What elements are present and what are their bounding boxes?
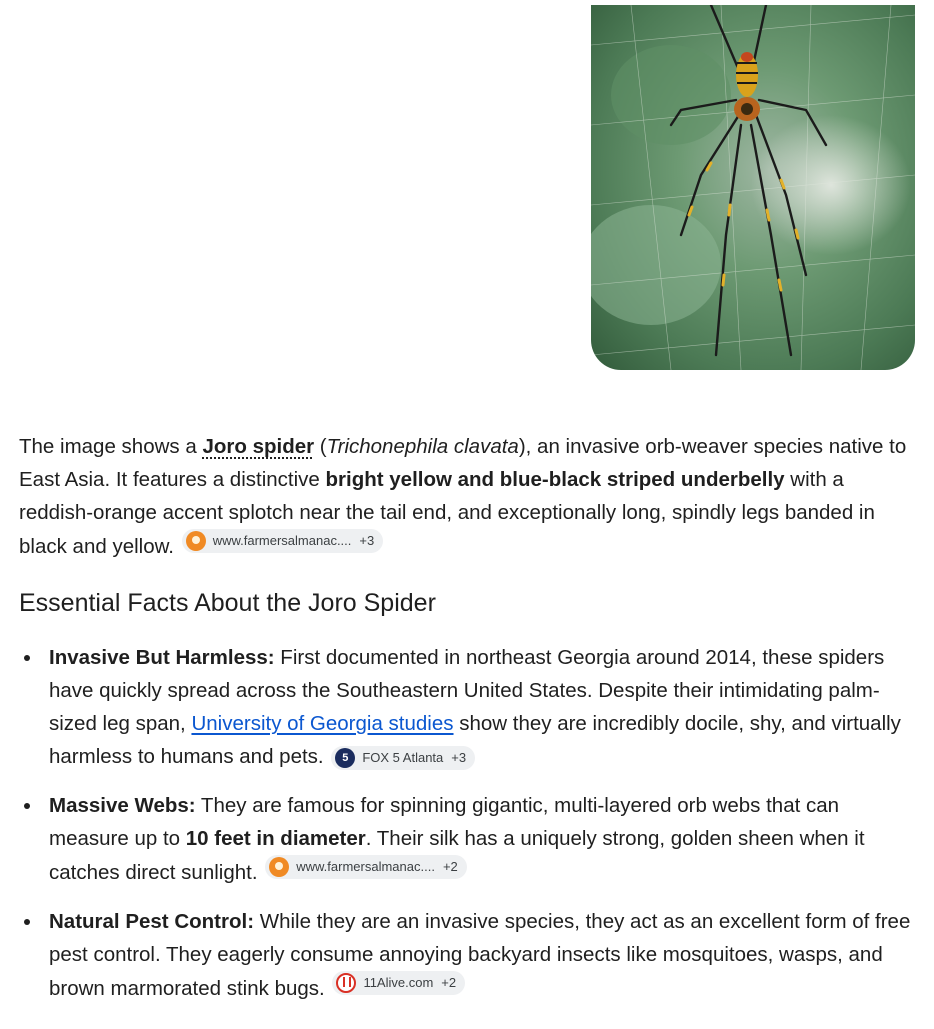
intro-text-1: The image shows a: [19, 435, 203, 458]
fact-text: While they are an invasive species, they act as an excellent form of free pest control. They eagerly consume annoying backyard insects like mosquitoes, wasps, and brown marmorated stink bugs.: [49, 910, 911, 1000]
fox5-icon: 5: [335, 748, 355, 768]
farmers-almanac-icon: [186, 531, 206, 551]
source-chip-label: FOX 5 Atlanta: [362, 750, 444, 765]
source-chip-more: +2: [441, 975, 457, 990]
scientific-name: Trichonephila clavata: [326, 435, 519, 458]
source-chip-more: +3: [451, 750, 467, 765]
intro-bold-text: bright yellow and blue-black striped underbelly: [325, 468, 785, 491]
source-chip-label: www.farmersalmanac....: [296, 859, 435, 874]
uga-studies-link[interactable]: University of Georgia studies: [191, 712, 454, 735]
list-item: [49, 905, 919, 1005]
list-item: [49, 789, 919, 889]
source-chip-more: +3: [359, 533, 375, 548]
spider-photo[interactable]: [591, 5, 915, 370]
source-chip-label: www.farmersalmanac....: [212, 533, 352, 548]
source-chip-farmers-almanac[interactable]: [265, 855, 467, 879]
fact-text: They are famous for spinning gigantic, multi-layered orb webs that can measure up to: [49, 794, 840, 850]
fact-text: . Their silk has a uniquely strong, golden sheen when it catches direct sunlight.: [49, 827, 865, 884]
farmers-almanac-icon: [269, 857, 289, 877]
fact-title: Invasive But Harmless:: [49, 646, 275, 669]
fact-bold-text: 10 feet in diameter: [185, 827, 366, 850]
section-heading: Essential Facts About the Joro Spider: [19, 589, 436, 617]
source-chip-label: 11Alive.com: [363, 975, 434, 990]
fact-title: Natural Pest Control:: [49, 910, 255, 933]
joro-spider-link[interactable]: Joro spider: [202, 435, 315, 458]
intro-paragraph: [19, 430, 919, 563]
facts-list: [19, 641, 919, 1005]
list-item: [49, 641, 919, 773]
fact-title: Massive Webs:: [49, 794, 196, 817]
spider-image: [591, 5, 915, 370]
source-chip-fox5[interactable]: [331, 746, 475, 770]
fact-text: show they are incredibly docile, shy, and virtually harmless to humans and pets.: [49, 712, 901, 768]
11alive-icon: [336, 973, 356, 993]
source-chip-farmers-almanac[interactable]: [182, 529, 384, 553]
source-chip-more: +2: [442, 859, 458, 874]
intro-text-2: (: [314, 435, 327, 458]
source-chip-11alive[interactable]: [332, 971, 465, 995]
intro-text-3: ), an invasive orb-weaver species native to East Asia. It features a distinctive: [19, 435, 907, 491]
intro-text-4: with a reddish-orange accent splotch near the tail end, and exceptionally long, spindly legs banded in black and yellow.: [19, 468, 875, 558]
fact-text: First documented in northeast Georgia around 2014, these spiders have quickly spread across the Southeastern United States. Despite their intimidating palm-sized leg span,: [49, 646, 885, 735]
